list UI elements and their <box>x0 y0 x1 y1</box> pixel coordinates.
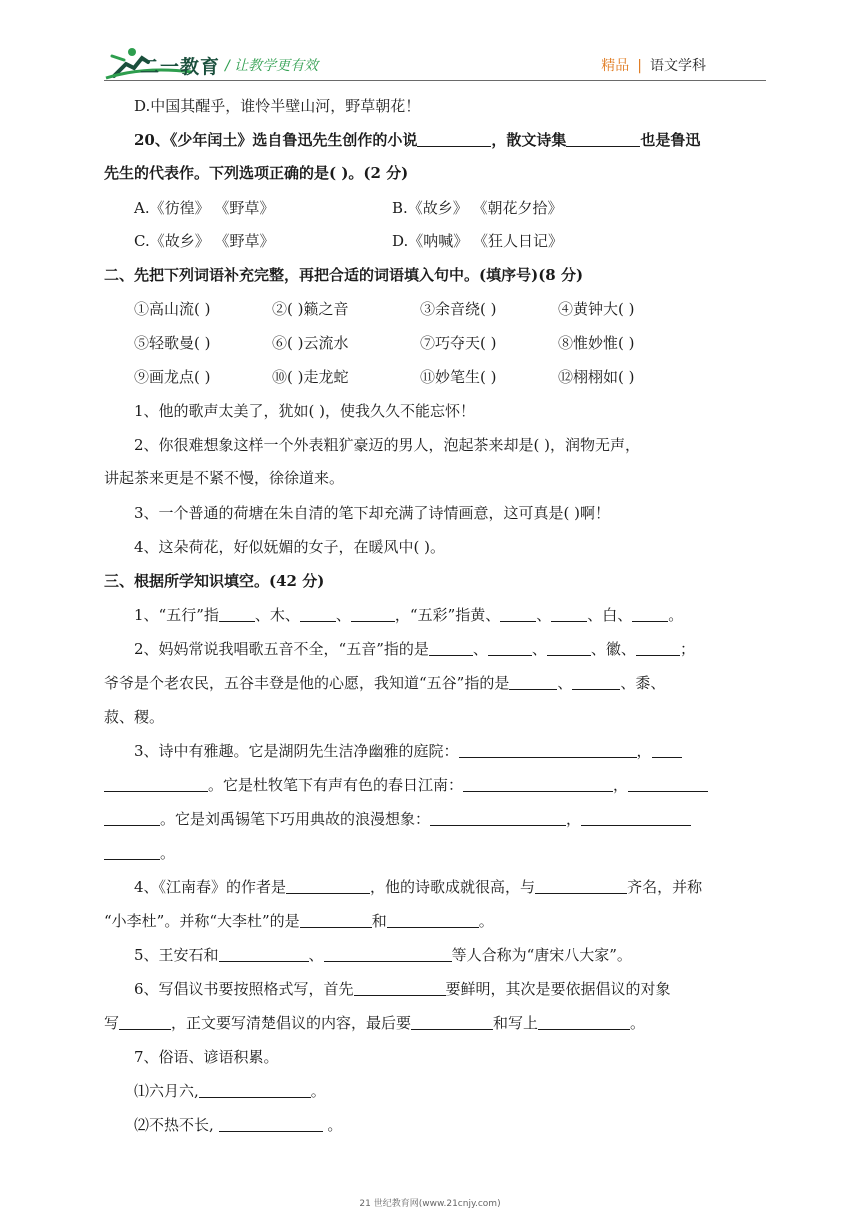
page-footer: 21 世纪教育网(www.21cnjy.com) <box>359 1199 501 1209</box>
q20-line1: 20、《少年闰土》选自鲁迅先生创作的小说 ，散文诗集 也是鲁迅 <box>134 131 701 149</box>
sentence-2a: 2、你很难想象这样一个外表粗犷豪迈的男人，泡起茶来却是( )，润物无声， <box>134 436 641 454</box>
blank[interactable] <box>488 639 532 656</box>
blank[interactable] <box>199 1081 311 1098</box>
blank[interactable] <box>551 605 587 622</box>
blank[interactable] <box>119 1013 171 1030</box>
blank[interactable] <box>219 945 309 962</box>
fill-3a: 3、诗中有雅趣。它是湖阴先生洁净幽雅的庭院： ， <box>134 740 766 762</box>
fill-2c: 菽、稷。 <box>104 708 165 726</box>
blank[interactable] <box>104 843 160 860</box>
fill-6a: 6、写倡议书要按照格式写，首先 要鲜明，其次是要依据倡议的对象 <box>134 980 671 998</box>
section3-title: 三、根据所学知识填空。(42 分) <box>104 572 325 590</box>
header-divider <box>104 80 766 81</box>
fill-7-2: ⑵不热不长, 。 <box>134 1116 343 1134</box>
option-d[interactable]: D.《呐喊》 《狂人日记》 <box>392 232 564 250</box>
slogan: / 让教学更有效 <box>225 58 319 74</box>
blank[interactable] <box>324 945 452 962</box>
blank[interactable] <box>286 877 370 894</box>
fill-1: 1、“五行”指 、木、 、 ，“五彩”指黄、 、 、白、 。 <box>134 606 684 624</box>
fill-2b: 爷爷是个老农民，五谷丰登是他的心愿，我知道“五谷”指的是 、 、黍、 <box>104 674 666 692</box>
blank[interactable] <box>509 673 557 690</box>
blank[interactable] <box>581 809 691 826</box>
blank[interactable] <box>535 877 627 894</box>
header-separator: | <box>637 58 642 74</box>
blank[interactable] <box>652 741 682 758</box>
fill-7: 7、俗语、谚语积累。 <box>134 1048 279 1066</box>
blank[interactable] <box>632 605 668 622</box>
option-c[interactable]: C.《故乡》 《野草》 <box>134 232 275 250</box>
fill-3d: 。 <box>104 842 766 864</box>
blank[interactable] <box>300 911 372 928</box>
fill-4a: 4、《江南春》的作者是 ，他的诗歌成就很高，与 齐名，并称 <box>134 878 703 896</box>
header-right <box>601 55 706 75</box>
sentence-3: 3、一个普通的荷塘在朱自清的笔下却充满了诗情画意，这可真是( )啊！ <box>134 504 611 522</box>
blank[interactable] <box>547 639 591 656</box>
brand-name: 二一教育 <box>140 56 221 78</box>
fill-5: 5、王安石和 、 等人合称为“唐宋八大家”。 <box>134 946 632 964</box>
blank[interactable] <box>636 639 680 656</box>
option-a[interactable]: A.《彷徨》 《野草》 <box>134 199 275 217</box>
blank[interactable] <box>429 639 473 656</box>
fill-2a: 2、妈妈常说我唱歌五音不全，“五音”指的是 、 、 、徽、 ； <box>134 640 695 658</box>
blank[interactable] <box>351 605 395 622</box>
blank[interactable] <box>538 1013 630 1030</box>
section2-title: 二、先把下列词语补充完整，再把合适的词语填入句中。(填序号)(8 分) <box>104 266 584 284</box>
blank[interactable] <box>459 741 637 758</box>
sentence-2b: 讲起茶来更是不紧不慢，徐徐道来。 <box>104 469 345 487</box>
fill-3b: 。它是杜牧笔下有声有色的春日江南： ， <box>104 774 766 796</box>
q20-line2: 先生的代表作。下列选项正确的是( )。(2 分) <box>104 164 409 182</box>
blank[interactable] <box>628 775 708 792</box>
blank[interactable] <box>411 1013 493 1030</box>
sentence-4: 4、这朵荷花，好似妩媚的女子，在暖风中( )。 <box>134 538 446 556</box>
q19-option-d: D.中国其醒乎，谁怜半壁山河，野草朝花！ <box>134 97 421 115</box>
blank[interactable] <box>430 809 566 826</box>
blank[interactable] <box>572 673 620 690</box>
blank[interactable] <box>387 911 479 928</box>
page-header <box>0 0 860 80</box>
blank[interactable] <box>219 1115 323 1132</box>
blank[interactable] <box>500 605 536 622</box>
blank[interactable] <box>300 605 336 622</box>
blank[interactable] <box>104 775 208 792</box>
fill-7-1: ⑴六月六, 。 <box>134 1082 326 1100</box>
q20-options-row1 <box>134 197 766 219</box>
fill-6b: 写 ，正文要写清楚倡议的内容，最后要 和写上 。 <box>104 1014 646 1032</box>
quality-label: 精品 <box>601 58 630 74</box>
blank[interactable] <box>417 130 491 147</box>
blank[interactable] <box>219 605 255 622</box>
blank[interactable] <box>463 775 613 792</box>
blank[interactable] <box>354 979 446 996</box>
fill-4b: “小李杜”。并称“大李杜”的是 和 。 <box>104 912 494 930</box>
subject-label: 语文学科 <box>650 58 706 74</box>
blank[interactable] <box>104 809 160 826</box>
sentence-1: 1、他的歌声太美了，犹如( )，使我久久不能忘怀！ <box>134 402 476 420</box>
fill-3c: 。它是刘禹锡笔下巧用典故的浪漫想象： ， <box>104 808 766 830</box>
q20-options-row2 <box>134 230 766 252</box>
option-b[interactable]: B.《故乡》 《朝花夕拾》 <box>392 199 563 217</box>
blank[interactable] <box>566 130 640 147</box>
